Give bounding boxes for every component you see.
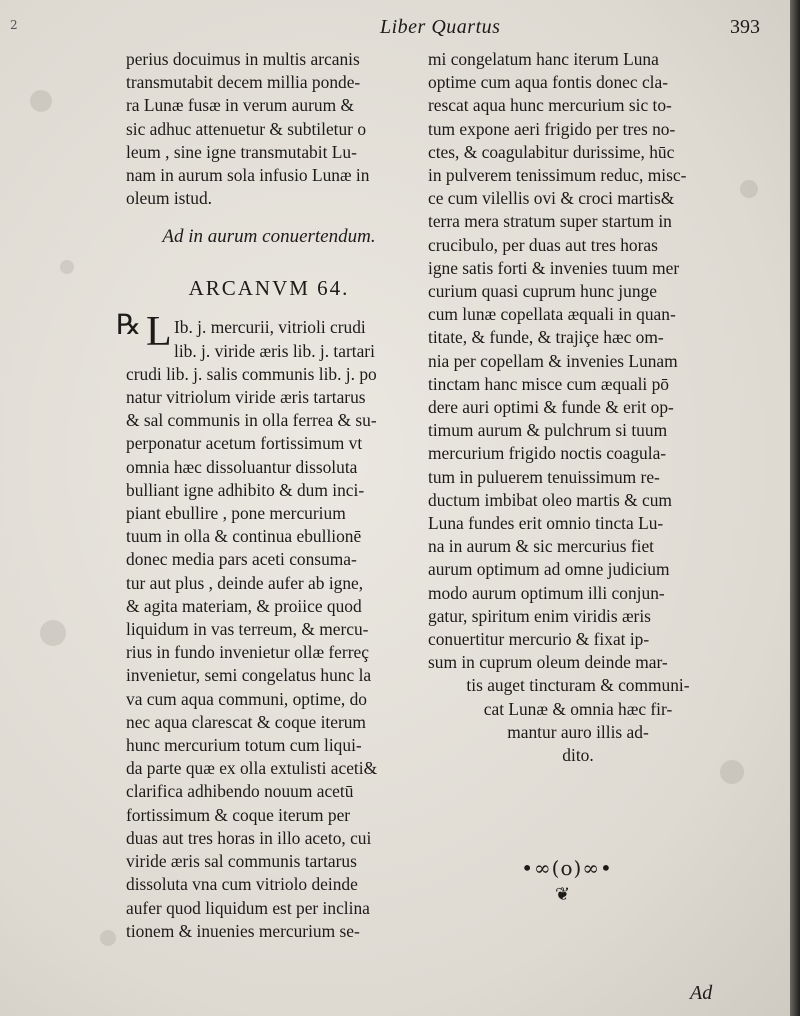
- catchword: Ad: [690, 982, 713, 1004]
- text-line: tur aut plus , deinde aufer ab igne,: [126, 572, 364, 593]
- text-line: crucibulo, per duas aut tres horas: [428, 234, 658, 255]
- text-line: tionem & inuenies mercurium se-: [126, 920, 360, 941]
- text-line: gatur, spiritum enim viridis æris: [428, 605, 651, 626]
- text-line: & sal communis in olla ferrea & su-: [126, 410, 377, 431]
- text-line: mi congelatum hanc iterum Luna: [428, 49, 659, 69]
- page-header: [10, 16, 780, 42]
- text-line: invenietur, semi congelatus hunc la: [126, 665, 372, 686]
- text-line: sum in cuprum oleum deinde mar-: [428, 652, 668, 673]
- text-line: ra Lunæ fusæ in verum aurum &: [126, 95, 354, 116]
- text-line: perius docuimus in multis arcanis: [126, 49, 360, 69]
- text-line: curium quasi cuprum hunc junge: [428, 281, 657, 302]
- text-line: & agita materiam, & proiice quod: [126, 595, 362, 616]
- text-line: da parte quæ ex olla extulisti aceti&: [126, 758, 378, 779]
- text-line: donec media pars aceti consuma-: [126, 549, 357, 570]
- text-line: timum aurum & pulchrum si tuum: [428, 420, 668, 441]
- text-line: tinctam hanc misce cum æquali pō: [428, 373, 669, 394]
- text-line: Luna fundes erit omnio tincta Lu-: [428, 513, 664, 534]
- arcanum-title: ARCANVM 64.: [188, 276, 350, 301]
- text-line: perponatur acetum fortissimum vt: [126, 433, 363, 454]
- text-line: rius in fundo invenietur ollæ ferreç: [126, 642, 369, 663]
- text-line: nia per copellam & invenies Lunam: [428, 350, 678, 371]
- text-line: natur vitriolum viride æris tartarus: [126, 387, 366, 408]
- text-line: in pulverem tenissimum reduc, misc-: [428, 165, 687, 186]
- text-line: optime cum aqua fontis donec cla-: [428, 72, 669, 93]
- corner-mark: 2: [10, 18, 18, 32]
- text-line: titate, & funde, & trajiçe hæc om-: [428, 327, 664, 348]
- text-line: ctes, & coagulabitur durissime, hūc: [428, 141, 675, 162]
- arcanum-paragraph: [116, 308, 412, 942]
- running-head: Liber Quartus: [380, 16, 501, 38]
- text-line: mercurium frigido noctis coagula-: [428, 443, 667, 464]
- text-line: mantur auro illis ad-: [507, 721, 649, 742]
- text-line: va cum aqua communi, optime, do: [126, 688, 367, 709]
- page-edge-shadow: [790, 0, 800, 1016]
- drop-cap: L: [146, 309, 172, 356]
- text-line: dissoluta vna cum vitriolo deinde: [126, 874, 358, 895]
- recipe-sign-icon: ℞: [116, 308, 142, 342]
- section-heading: Ad in aurum conuertendum.: [162, 226, 376, 248]
- page-number: 393: [730, 16, 760, 38]
- text-line: nam in aurum sola infusio Lunæ in: [126, 165, 370, 186]
- text-line: lib. j. viride æris lib. j. tartari: [174, 340, 375, 361]
- text-line: liquidum in vas terreum, & mercu-: [126, 619, 369, 640]
- text-line: transmutabit decem millia ponde-: [126, 72, 361, 93]
- text-line: duas aut tres horas in illo aceto, cui: [126, 827, 372, 848]
- right-column: [428, 48, 728, 767]
- text-line: viride æris sal communis tartarus: [126, 851, 357, 872]
- left-column: [116, 48, 412, 943]
- text-line: tum expone aeri frigido per tres no-: [428, 118, 676, 139]
- text-line: aurum optimum ad omne judicium: [428, 559, 670, 580]
- text-line: aufer quod liquidum est per inclina: [126, 897, 370, 918]
- text-line: tum in puluerem tenuissimum re-: [428, 466, 660, 487]
- text-line: ductum imbibat oleo martis & cum: [428, 489, 672, 510]
- text-line: cum lunæ copellata æquali in quan-: [428, 304, 676, 325]
- text-line: clarifica adhibendo nouum acetū: [126, 781, 354, 802]
- text-line: fortissimum & coque iterum per: [126, 804, 351, 825]
- text-line: igne satis forti & invenies tuum mer: [428, 257, 680, 278]
- text-line: bulliant igne adhibito & dum inci-: [126, 479, 365, 500]
- text-line: hunc mercurium totum cum liqui-: [126, 735, 362, 756]
- text-line: rescat aqua hunc mercurium sic to-: [428, 95, 672, 116]
- text-line: tis auget tincturam & communi-: [466, 675, 690, 696]
- text-line: cat Lunæ & omnia hæc fir-: [483, 698, 673, 719]
- text-line: nec aqua clarescat & coque iterum: [126, 711, 366, 732]
- text-line: sic adhuc attenuetur & subtiletur o: [126, 118, 367, 139]
- text-line: dere auri optimi & funde & erit op-: [428, 397, 674, 418]
- text-line: oleum istud.: [126, 188, 212, 209]
- text-line: leum , sine igne transmutabit Lu-: [126, 141, 357, 162]
- text-line: tuum in olla & continua ebullionē: [126, 526, 362, 547]
- ornament-flourish: •∞(o)∞•: [521, 856, 613, 880]
- left-column-intro: [126, 48, 412, 210]
- ornament-leaf-icon: ❦: [555, 884, 571, 905]
- text-line: Ib. j. mercurii, vitrioli crudi: [174, 317, 366, 338]
- text-line: crudi lib. j. salis communis lib. j. po: [126, 363, 377, 384]
- text-line: terra mera stratum super startum in: [428, 211, 672, 232]
- text-line: piant ebullire , pone mercurium: [126, 503, 346, 524]
- text-line: ce cum vilellis ovi & croci martis&: [428, 188, 675, 209]
- text-line: modo aurum optimum illi conjun-: [428, 582, 665, 603]
- text-line: na in aurum & sic mercurius fiet: [428, 536, 655, 557]
- text-line: dito.: [562, 745, 594, 766]
- text-line: omnia hæc dissoluantur dissoluta: [126, 456, 358, 477]
- text-line: conuertitur mercurio & fixat ip-: [428, 629, 650, 650]
